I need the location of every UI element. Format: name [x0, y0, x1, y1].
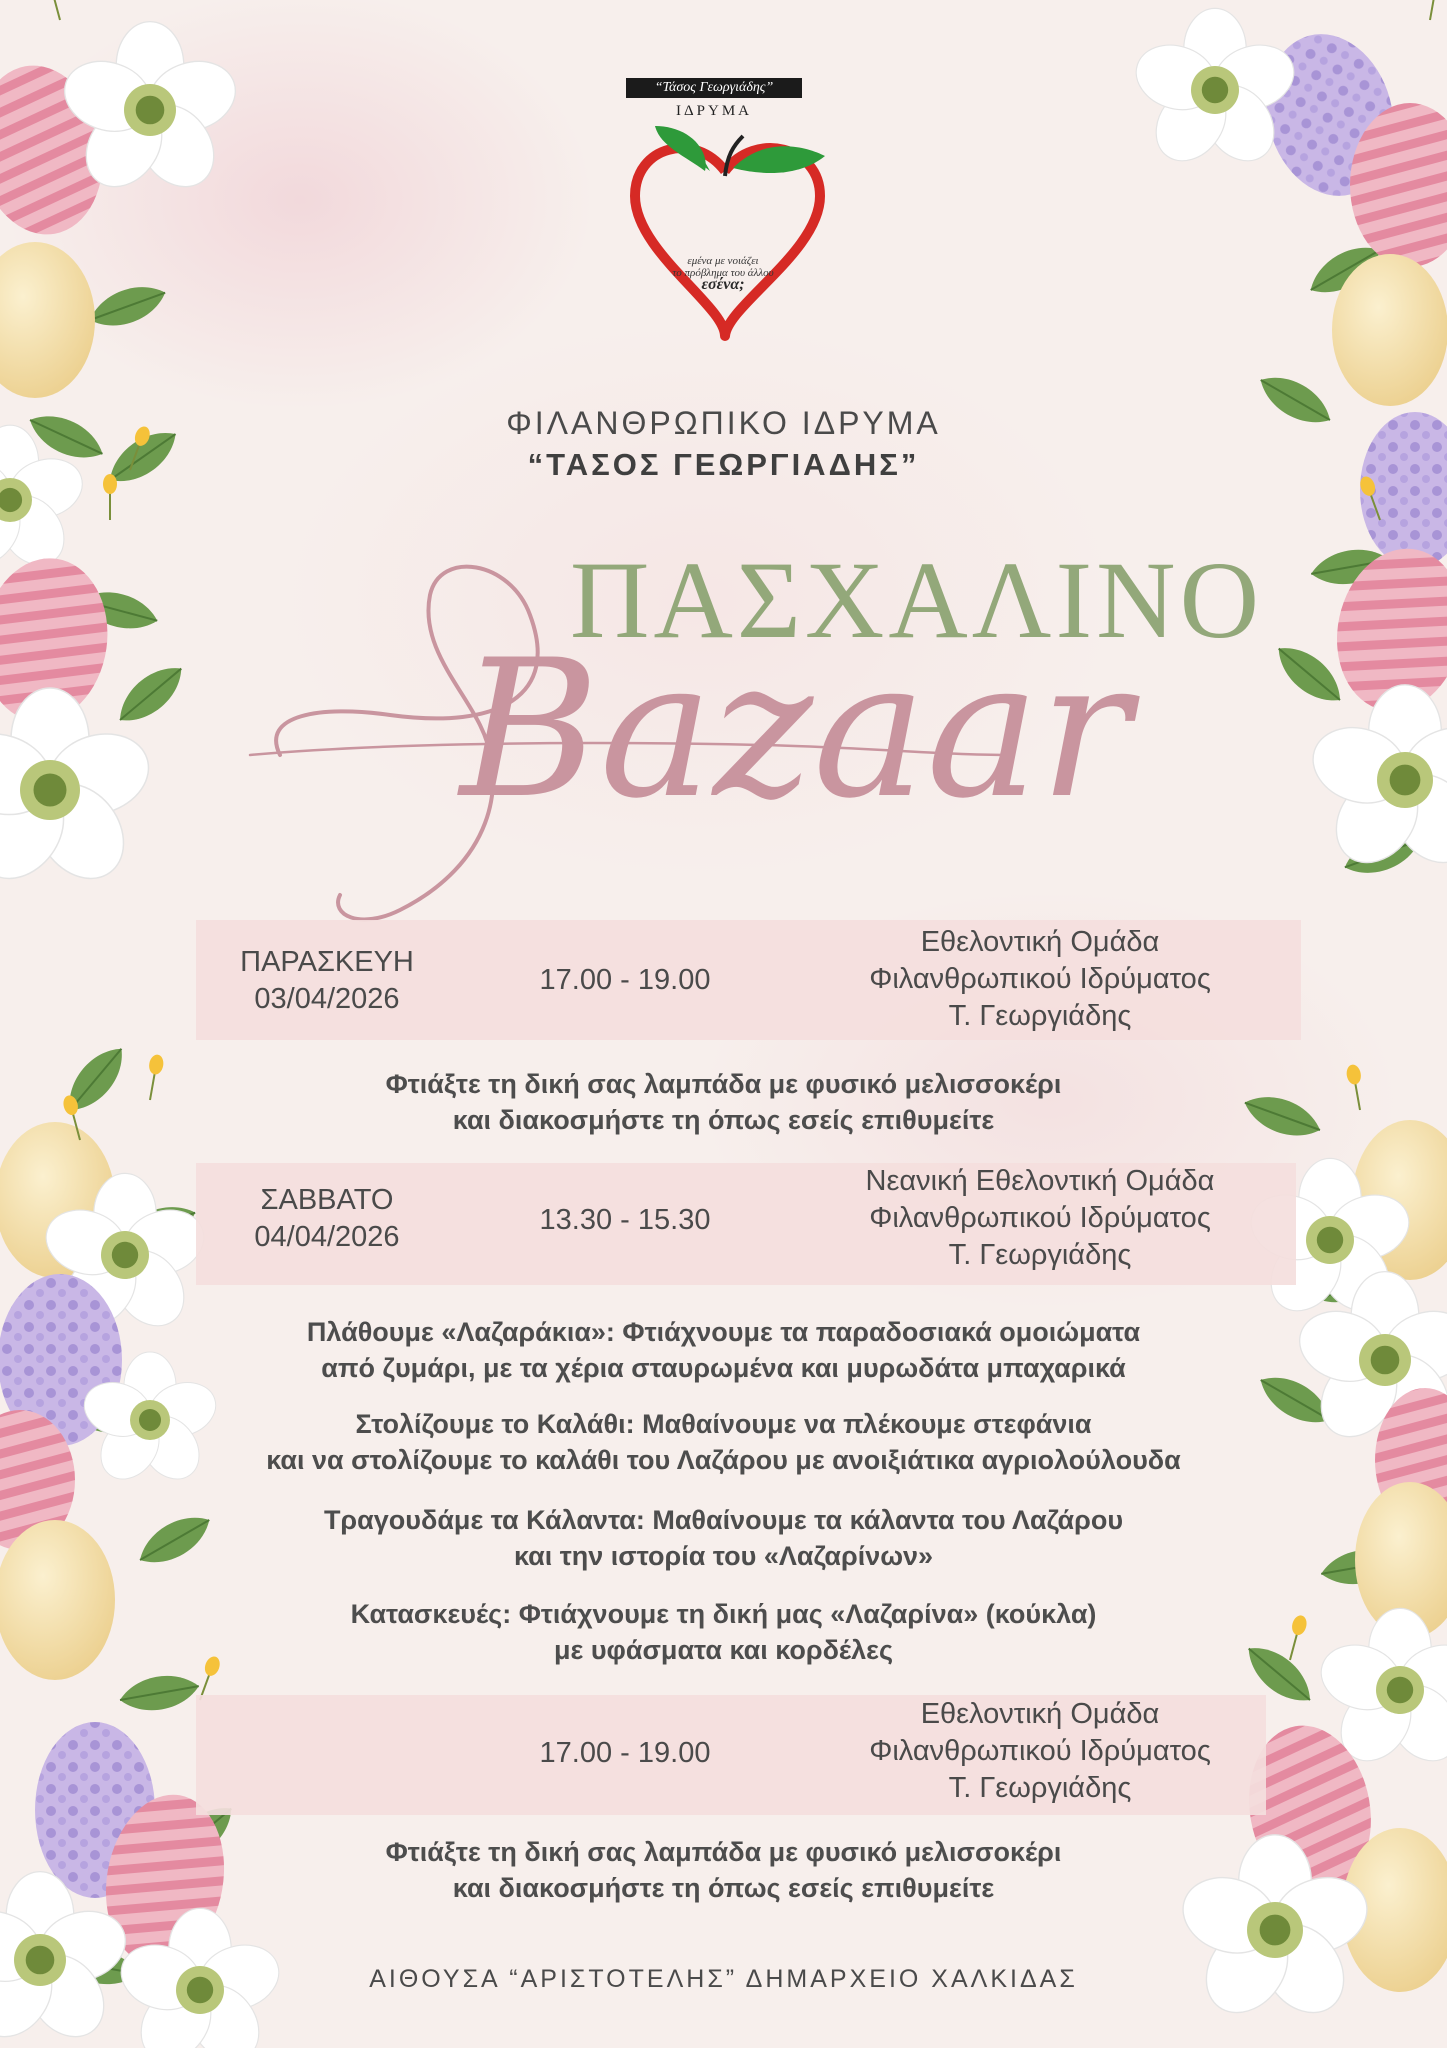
event-1-day: ΠΑΡΑΣΚΕΥΗ	[240, 946, 414, 978]
logo-name-tag: “Τάσος Γεωργιάδης”	[626, 78, 802, 98]
event-2-group-line3: Τ. Γεωργιάδης	[948, 1239, 1132, 1271]
venue-footer: ΑΙΘΟΥΣΑ “ΑΡΙΣΤΟΤΕΛΗΣ” ΔΗΜΑΡΧΕΙΟ ΧΑΛΚΙΔΑΣ	[369, 1965, 1078, 1993]
event-1-group-line1: Εθελοντική Ομάδα	[920, 926, 1160, 958]
event-1-group	[800, 924, 1280, 1035]
event-2-day: ΣΑΒΒΑΤΟ	[260, 1184, 394, 1216]
activity-kalanta	[0, 1502, 1447, 1574]
activity-candle-1	[0, 1066, 1447, 1138]
activity-basket-line1: Στολίζουμε το Καλάθι: Μαθαίνουμε να πλέκουμε στεφάνια	[355, 1409, 1092, 1439]
event-3-group-line3: Τ. Γεωργιάδης	[948, 1772, 1132, 1804]
event-1-group-line3: Τ. Γεωργιάδης	[948, 1000, 1132, 1032]
event-1-time: 17.00 - 19.00	[539, 964, 711, 996]
activity-lazarakia-line2: από ζυμάρι, με τα χέρια σταυρωμένα και μυρωδάτα μπαχαρικά	[321, 1353, 1126, 1383]
organization-line1: ΦΙΛΑΝΘΡΩΠΙΚΟ ΙΔΡΥΜΑ	[506, 405, 941, 441]
event-2-group-line1: Νεανική Εθελοντική Ομάδα	[865, 1165, 1215, 1197]
activity-candle-1-line2: και διακοσμήστε τη όπως εσείς επιθυμείτε	[452, 1105, 995, 1135]
activity-candle-2-line2: και διακοσμήστε τη όπως εσείς επιθυμείτε	[452, 1873, 995, 1903]
activity-lazarakia	[0, 1314, 1447, 1386]
logo-slogan-line1: εμένα με νοιάζει	[687, 255, 759, 267]
activity-basket	[0, 1406, 1447, 1478]
event-1-group-line2: Φιλανθρωπικού Ιδρύματος	[869, 963, 1211, 995]
bazaar-script-text: Bazaar	[460, 619, 1131, 840]
activity-craft	[0, 1596, 1447, 1668]
event-1-day-date	[212, 944, 442, 1018]
event-1-date: 03/04/2026	[254, 983, 400, 1015]
event-3-time: 17.00 - 19.00	[539, 1737, 711, 1769]
activity-candle-1-line1: Φτιάξτε τη δική σας λαμπάδα με φυσικό μελισσοκέρι	[385, 1069, 1062, 1099]
activity-lazarakia-line1: Πλάθουμε «Λαζαράκια»: Φτιάχνουμε τα παραδοσιακά ομοιώματα	[306, 1317, 1141, 1347]
event-3-group-line1: Εθελοντική Ομάδα	[920, 1698, 1160, 1730]
organization-line2: “ΤΑΣΟΣ ΓΕΩΡΓΙΑΔΗΣ”	[527, 447, 920, 482]
event-2-group	[800, 1163, 1280, 1274]
activity-craft-line1: Κατασκευές: Φτιάχνουμε τη δική μας «Λαζαρίνα» (κούκλα)	[350, 1599, 1097, 1629]
activity-candle-2	[0, 1834, 1447, 1906]
logo-slogan-line3: εσένα;	[701, 276, 745, 293]
logo-slogan-line2: το πρόβλημα του άλλου	[672, 267, 774, 279]
event-2-day-date	[212, 1182, 442, 1256]
activity-candle-2-line1: Φτιάξτε τη δική σας λαμπάδα με φυσικό μελισσοκέρι	[385, 1837, 1062, 1867]
event-2-group-line2: Φιλανθρωπικού Ιδρύματος	[869, 1202, 1211, 1234]
activity-kalanta-line2: και την ιστορία του «Λαζαρίνων»	[513, 1541, 934, 1571]
event-2-date: 04/04/2026	[254, 1221, 400, 1253]
logo-subtitle: ΙΔΡΥΜΑ	[676, 103, 752, 119]
event-2-time: 13.30 - 15.30	[539, 1204, 711, 1236]
activity-craft-line2: με υφάσματα και κορδέλες	[554, 1635, 893, 1665]
event-3-group	[800, 1696, 1280, 1807]
title-easter-word: ΠΑΣΧΑΛΙΝΟ	[570, 539, 1264, 661]
activity-basket-line2: και να στολίζουμε το καλάθι του Λαζάρου με ανοιξιάτικα αγριολούλουδα	[266, 1445, 1181, 1475]
activity-kalanta-line1: Τραγουδάμε τα Κάλαντα: Μαθαίνουμε τα κάλαντα του Λαζάρου	[323, 1505, 1124, 1535]
logo-slogan	[628, 255, 818, 291]
event-3-group-line2: Φιλανθρωπικού Ιδρύματος	[869, 1735, 1211, 1767]
